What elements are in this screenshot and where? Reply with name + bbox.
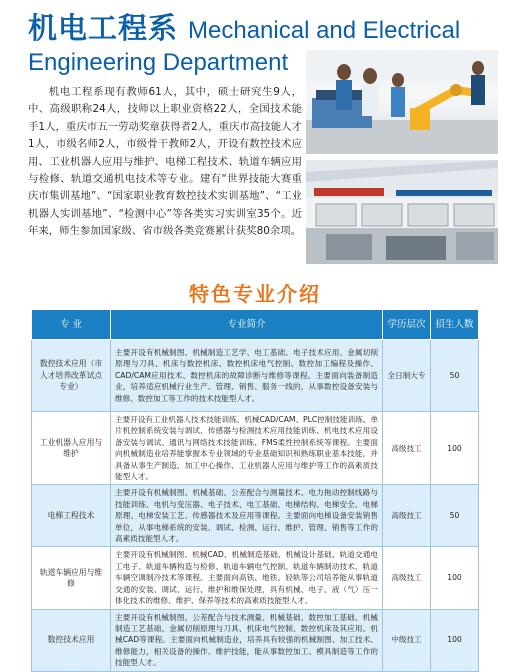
department-intro: 机电工程系现有教师61人，其中，硕士研究生9人，中、高级职称24人，技师以上职业资格22人，全国技术能手1人，重庆市五一劳动奖章获得者2人，重庆市高技能人才1人，市级名师2人，市级骨干教师2人，开设有数控技术应用、工业机器人应用与维护、电梯工程技术、轨道车辆应用与检修、轨道交通机电技术等专业。建有“世界技能大赛重庆市集训基地”、“国家职业教育数控技术实训基地”、“工业机器人实训基地”、“检测中心”等各类实习实训室35个。近年来，师生参加国家级、省市级各类竞赛累计获奖80余项。 bbox=[28, 86, 302, 238]
enrollment-count: 50 bbox=[431, 485, 479, 547]
header-education: 学历层次 bbox=[383, 310, 431, 340]
major-intro: 主要开设有机械制图、机械基础、公差配合与测量技术、电力拖动控制线路与技能训练、电机与变压器、电子技术、电工基础、电梯结构、电梯安全、电梯原理、电梯安装工艺、传感器技术及应用等课程。主要面向电梯设备安装销售单位，从事电梯系统的安装、调试、检测、运行、维护、管理、销售等工作的高素质技能型人才。 bbox=[111, 485, 383, 547]
major-name: 工业机器人应用与维护 bbox=[32, 412, 111, 485]
major-name: 数控技术应用（市人才培养改革试点专业） bbox=[32, 340, 111, 412]
training-photo-workshop bbox=[306, 160, 498, 264]
table-row bbox=[32, 485, 479, 547]
table-row bbox=[32, 412, 479, 485]
major-intro: 主要开设有机械制图、公差配合与技术测量、机械基础、数控加工基础、机械制造工艺基础、金属切削原理与刀具、机床电气控制、数控机床及其应用、机械CAD等课程。主要面向机械制造业，培养具有较强的机械制图、加工技术、维修能力，相关设备的操作、维护技能，能从事数控加工、模具制造等工作的技能型人才。 bbox=[111, 609, 383, 671]
enrollment-count: 100 bbox=[431, 547, 479, 609]
enrollment-count: 50 bbox=[431, 340, 479, 412]
header-enrollment: 招生人数 bbox=[431, 310, 479, 340]
training-photo-robot-arm bbox=[306, 50, 498, 154]
title-line bbox=[28, 6, 498, 48]
department-title-cn: 机电工程系 bbox=[28, 11, 179, 45]
department-title-en-line1: Mechanical and Electrical bbox=[188, 17, 461, 44]
education-level: 高级技工 bbox=[383, 547, 431, 609]
major-name: 数控技术应用 bbox=[32, 609, 111, 671]
majors-table bbox=[31, 309, 479, 672]
education-level: 高级技工 bbox=[383, 485, 431, 547]
major-name: 轨道车辆应用与维修 bbox=[32, 547, 111, 609]
enrollment-count: 100 bbox=[431, 412, 479, 485]
enrollment-count: 100 bbox=[431, 609, 479, 671]
major-name: 电梯工程技术 bbox=[32, 485, 111, 547]
education-level: 全日制大专 bbox=[383, 340, 431, 412]
header-intro: 专业简介 bbox=[111, 310, 383, 340]
table-row bbox=[32, 340, 479, 412]
education-level: 中级技工 bbox=[383, 609, 431, 671]
table-row bbox=[32, 547, 479, 609]
section-title: 特色专业介绍 bbox=[189, 282, 321, 306]
major-intro: 主要开设有机械制图、机械CAD、机械制造基础、机械设计基础、轨道交通电工电子、轨道车辆构造与检修、轨道车辆电气控制、轨道车辆制动技术、轨道车辆空调制冷技术等课程。主要面向高铁、地铁、轻轨等公司培养能从事轨道交通的安装、调试、运行、维护和维保处理，具有机械、电子、液（气）压一体化技术的维修、维护、保养等技术的高素质技能型人才。 bbox=[111, 547, 383, 609]
table-row bbox=[32, 609, 479, 671]
header-major: 专 业 bbox=[32, 310, 111, 340]
major-intro: 主要开设有机械制图、机械制造工艺学、电工基础、电子技术应用、金属切削原理与刀具、机床与数控机床、数控机床电气控制、数控加工编程及操作、CAD/CAM应用技术、数控机床的故障诊断与维修等课程。主要面向装备制造业，培养适应机械行业生产、管理、销售、服务一线的，从事数控设备安装与维修、数控加工等工作的技术技能型人才。 bbox=[111, 340, 383, 412]
major-intro: 主要开设有工业机器人技术技能训练、机械CAD/CAM、PLC控制技能训练、单片机控制系统安装与调试、传感器与检测技术应用技能训练、机电技术应用设备安装与调试、通讯与网络技术技能训练、FMS柔性控制系统等课程。主要面向机械制造业培养能掌握本专业领域的专业基础知识和熟练职业基本技能，并具备从事生产制造、加工中心操作、工业机器人应用与维护等工作的高素质技能型人才。 bbox=[111, 412, 383, 485]
table-header-row bbox=[32, 310, 479, 340]
education-level: 高级技工 bbox=[383, 412, 431, 485]
department-title-en-line2: Engineering Department bbox=[28, 49, 289, 76]
